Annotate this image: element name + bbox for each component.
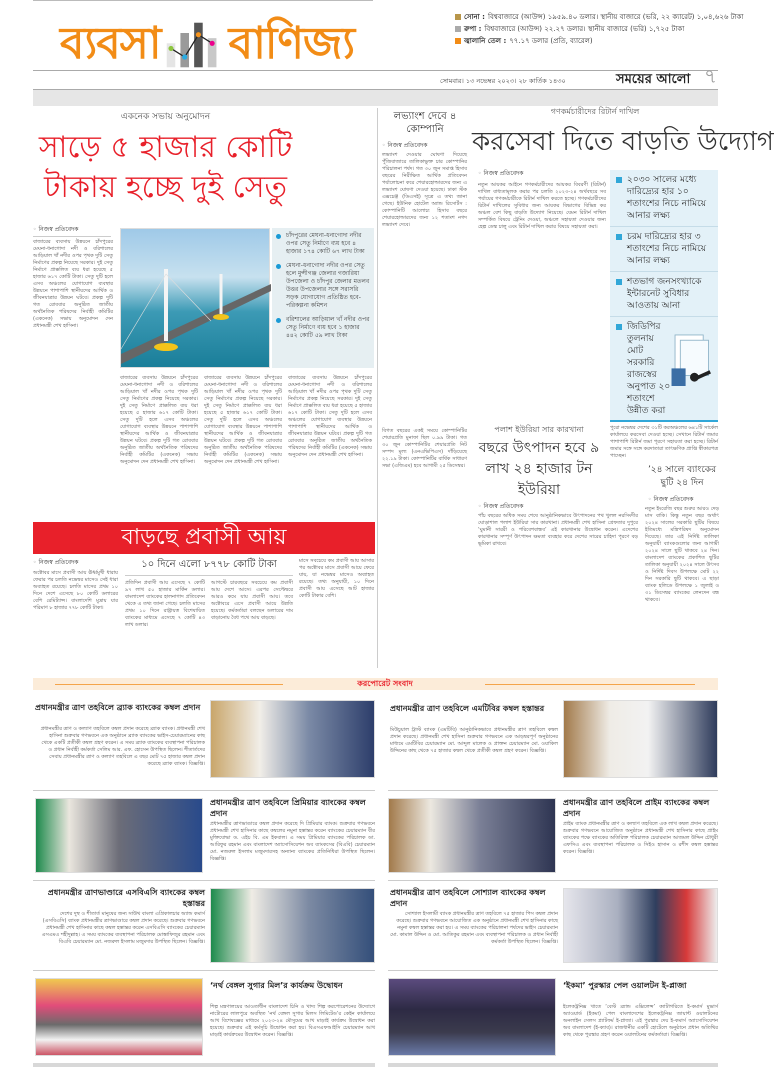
story-premier-body: প্রধানমন্ত্রীর ত্রাণভাণ্ডারে কম্বল প্রদান করেছে দি প্রিমিয়ার ব্যাংক। শুক্রবার গণভবনে প্রধানমন্ত্রী শেখ হাসিনার কাছে কম্বলের নমুনা হস্তান্তর করেন ব্যাংকের চেয়ারম্যান বীর মুক্তিযোদ্ধা ড. এইচ বি. এম ইকবাল। এ সময় প্রিমিয়ার ব্যাংকের পরিচালক ডা. আরিফুর রহমান এবং বাংলাদেশ অ্যাসোসিয়েশন অব ব্যাংকসের (বিএবি) চেয়ারম্যান মো. নজরুল ইসলাম মজুমদারসহ অন্যান্য ব্যাংকের প্রতিনিধিরা উপস্থিত ছিলেন। বিজ্ঞপ্তি। — [210, 821, 375, 862]
ticker-silver: রুপা : বিশ্ববাজারে (আউন্স) ২২.২৭ ডলার। স্থানীয় বাজারে (ভরি) ১,৭২৫ টাকা — [455, 24, 745, 34]
urea-reporter: ◦ নিজস্ব প্রতিবেদক — [478, 503, 603, 511]
lead-body: বাজারের ব্যবসায় উন্নয়নে চাঁদপুরের মেঘনা-ধনাগোদা নদী ও বরিশালের আড়িয়াল খাঁ নদীর ওপর পৃথক দুটি সেতু নির্মাণের প্রকল্প নিয়েছে সরকার। দুই সেতু নির্মাণে প্রাক্কলিত ব্যয় ধরা হয়েছে ৫ হাজার ৬১৭ কোটি টাকা। সেতু দুটি হলে এসব অঞ্চলের যোগাযোগ ব্যবস্থার উন্নয়নে পাশাপাশি স্থানীয়দের আর্থিক ও জীবনযাত্রার উন্নয়ন ঘটবে। প্রকল্প দুটি গত রোববার অনুষ্ঠিত জাতীয় অর্থনৈতিক পরিষদের নির্বাহী কমিটির (একনেক) সভায় অনুমোদন দেন প্রধানমন্ত্রী শেখ হাসিনা। — [33, 239, 113, 329]
goal-item: জিডিপির তুলনায় মোট সরকারি রাজস্বের অনুপাত ২০ শতাংশে উন্নীত করা — [610, 317, 718, 417]
footer-band-left — [33, 1063, 375, 1067]
goal-item: শতভাগ জনসংখ্যাকে ইন্টারনেট সুবিধার আওতায় আনা — [610, 272, 718, 317]
remittance-subhead: ১০ দিনে এলো ৮৭৭৮ কোটি টাকা — [141, 559, 277, 570]
remittance-banner[interactable]: বাড়ছে প্রবাসী আয় — [33, 522, 375, 554]
lead-reporter: ◦ নিজস্ব প্রতিবেদক — [33, 226, 113, 234]
story-mtb-body: মিউচুয়াল ট্রাস্ট ব্যাংক (এমটিবি) আনুষ্ঠানিকভাবে প্রধানমন্ত্রীর ত্রাণ তহবিলে কম্বল প্রদান করেছে। প্রধানমন্ত্রী শেখ হাসিনা শুক্রবার গণভবনে এক আড়ম্বরপূর্ণ অনুষ্ঠানের মাধ্যমে এমটিবির চেয়ারম্যান মো. আব্দুল মালেক ও প্রাক্তন চেয়ারম্যান মো. ওয়াকিল উদ্দিনের কাছ থেকে ৭৫ হাজার কম্বল থেকে প্রতীকী কম্বল গ্রহণ করেন। বিজ্ঞপ্তি। — [390, 727, 558, 754]
tax-documents-calculator-icon — [668, 329, 712, 399]
goal-item: চরম দারিদ্র্যের হার ৩ শতাংশের নিচে নামিয়ে আনার লক্ষ্য — [610, 227, 718, 272]
newspaper-name: সময়ের আলো — [616, 72, 691, 87]
remittance-col1: অক্টোবর মাসে প্রবাসী আয় ঊর্ধ্বমুখী ধারায় ফেরার পর চলতি নভেম্বর মাসেও সেই ধারা অব্যাহত রয়েছে। চলতি মাসের প্রথম ১০ দিনে দেশে এসেছে ৮০ কোটি ডলারের বেশি রেমিট্যান্স। বাংলাদেশি মুদ্রায় যার পরিমাণ ৮ হাজার ৭৭৮ কোটি টাকা। — [33, 570, 118, 611]
holiday-body: নতুন ইংরেজি বছর শুরুর আরও দেড় মাস বাকি। কিন্তু নতুন বছর অর্থাৎ ২০২৪ সালের সরকারি ছুটির বিষয়ে ইতিমধ্যে মন্ত্রিপরিষদ অনুমোদন দিয়েছে। তার এই নির্দিষ্ট তালিকা অনুযায়ী ব্যাংকগুলোর জন্য আগামী ২০২৪ সালে ছুটি থাকবে ২৪ দিন। বাংলাদেশ ব্যাংকের প্রকাশিত ছুটির তালিকা অনুযায়ী ২০২৪ সালে উৎসব ও নির্দিষ্ট দিবস উপলক্ষে মোট ২২ দিন সরকারি ছুটি থাকবে। এ ছাড়া ব্যাংক হলিডে উপলক্ষে ১ জুলাই ও ৩১ ডিসেম্বর ব্যাংকের লেনদেন বন্ধ থাকবে। — [645, 506, 719, 603]
dividend-headline[interactable]: লভ্যাংশ দেবে ৪ কোম্পানি — [393, 111, 457, 135]
urea-body: পাঁচ বছরের অধিক সময় শেষে আনুষ্ঠানিকভাবে উৎপাদনের পথ খুলল নরসিংদীর ঘোড়াশাল পলাশ ইউরিয়া সার কারখানা। প্রধানমন্ত্রী শেখ হাসিনা গ্রেফতার দুপুরে ‘ঘুমানী সাররী ও পরিবেশবান্ধব’ এই কারখানার উদ্বোধন করেন। এদেশের কারখানার সম্পূর্ণ উৎপাদন ক্ষমতা ব্যবহার করে দেশের সারের চাহিদা পূরণে বড় ভূমিকা রাখবে। — [478, 513, 638, 547]
urea-headline[interactable]: বছরে উৎপাদন হবে ৯ লাখ ২৪ হাজার টন ইউরিয়া — [478, 440, 600, 498]
bridge-illustration-icon — [121, 229, 271, 369]
page-number: ৭ — [704, 64, 718, 88]
lead-kicker: একনেক সভায় অনুমোদন — [120, 112, 211, 122]
corporate-rule-left — [55, 684, 283, 685]
lead-body-col2: বাজারের ব্যবসায় উন্নয়নে চাঁদপুরের মেঘনা-ধনাগোদা নদী ও বরিশালের আড়িয়াল খাঁ নদীর ওপর পৃথক দুটি সেতু নির্মাণের প্রকল্প নিয়েছে সরকার। দুই সেতু নির্মাণে প্রাক্কলিত ব্যয় ধরা হয়েছে ৫ হাজার ৬১৭ কোটি টাকা। সেতু দুটি হলে এসব অঞ্চলের যোগাযোগ ব্যবস্থার উন্নয়নে পাশাপাশি স্থানীয়দের আর্থিক ও জীবনযাত্রার উন্নয়ন ঘটবে। প্রকল্প দুটি গত রোববার অনুষ্ঠিত জাতীয় অর্থনৈতিক পরিষদের নির্বাহী কমিটির (একনেক) সভায় অনুমোদন দেন প্রধানমন্ত্রী শেখ হাসিনা। — [120, 375, 198, 465]
ticker-gold: সোনা : বিশ্ববাজারে (আউন্স) ১৯৫৯.৪০ ডলার। স্থানীয় বাজারে (ভরি, ২২ ক্যারেট) ১,০৪,৬২৬ টাকা — [455, 12, 745, 22]
remittance-col2: প্রতিদিন প্রবাসী আয় এসেছে ৭ কোটি ৯৭ লাখ ৫০ হাজার মার্কিন ডলার। বাংলাদেশ ব্যাংকের হালনাগাদ প্রতিবেদন থেকে এ তথ্য জানা গেছে। চলতি মাসের প্রথম ১০ দিনে রাষ্ট্রায়ত্ত বিশেষায়িত ব্যাংকের মাধ্যমে এসেছে ৭ কোটি ৪৩ লাখ ডলার। — [125, 580, 205, 628]
story-sbac-title[interactable]: প্রধানমন্ত্রীর ত্রাণভাণ্ডারে এসবিএসি ব্যাংকের কম্বল হস্তান্তর — [47, 888, 205, 908]
sugar-mill-photo — [35, 978, 203, 1056]
section-logo — [60, 18, 360, 70]
info-box-rule — [610, 420, 718, 422]
top-rule — [33, 0, 373, 1]
bar-chart-logo-icon — [165, 20, 225, 70]
story-prime-body: প্রাইম ব্যাংক প্রধানমন্ত্রীর ত্রাণ ও কল্যাণ তহবিলে এক লাখ কম্বল প্রদান করেছে। শুক্রবার গণভবনে আয়োজিত অনুষ্ঠানে প্রধানমন্ত্রী শেখ হাসিনার কাছে প্রাইম ব্যাংকের পক্ষে ব্যাংকের অতিরিক্ত পরিচালক চেয়ারম্যান আজমল উদ্দিন চৌধুরী এফসিএ এবং ব্যবস্থাপনা পরিচালক ও সিইও হাসান ও রশীদ কম্বল হস্তান্তর করেন। বিজ্ঞপ্তি। — [563, 821, 718, 855]
tax-body: নতুন আয়কর আইনে গণকর্মচারীদের আয়কর বিবরণী (রিটার্ন) দাখিল বাধ্যতামূলক করার পর চলতি ২০২৩-২৪ অর্থবছরে সব পর্যায়ের গণকর্মচারীকে রিটার্ন দাখিল করতে হচ্ছে। গণকর্মচারীদের রিটার্ন দাখিলের সুবিধার জন্য আয়কর বিভাগের বিভিন্ন কর অঞ্চল বেশ কিছু বাড়তি উদ্যোগ নিয়েছে। যেমন রিটার্ন দাখিল সম্পর্কিত বিষয়ে ট্রেনিং দেওয়া, অঞ্চলে সহায়তা দেওয়ার জন্য হেল্প ডেস্ক চালু এবং রিটার্ন দাখিল করার বিষয়ে সহায়তা করা। — [478, 182, 606, 230]
story-social-title[interactable]: প্রধানমন্ত্রীর ত্রাণ তহবিলে সোশ্যাল ব্যাংকের কম্বল প্রদান — [390, 888, 546, 908]
story-sbac-body: দেশের দুস্থ ও শীতার্ত মানুষের জন্য সাউথ বাংলা এগ্রিকালচার অ্যান্ড কমার্স (এসবিএসি) ব্যাংক প্রধানমন্ত্রীর ত্রাণভাণ্ডারে কম্বল প্রদান করেছে। শুক্রবার গণভবনে প্রধানমন্ত্রী শেখ হাসিনার কাছে কম্বল হস্তান্তর করেন এসবিএসি ব্যাংকের চেয়ারম্যান এসএমএ শহীদুল্লাহ। এ সময় ব্যাংকের ব্যবস্থাপনা পরিচালক মোস্তাফিজুর রহমান এবং বিএবি চেয়ারম্যান মো. নজরুল ইসলাম মজুমদার উপস্থিত ছিলেন। বিজ্ঞপ্তি। — [41, 911, 205, 945]
story-prime-title[interactable]: প্রধানমন্ত্রীর ত্রাণ তহবিলে প্রাইম ব্যাংকের কম্বল প্রদান — [563, 798, 710, 818]
holiday-reporter: ◦ নিজস্ব প্রতিবেদক — [648, 496, 718, 504]
mtb-photo — [563, 700, 718, 778]
lead-body-col4: বাজারের ব্যবসায় উন্নয়নে চাঁদপুরের মেঘনা-ধনাগোদা নদী ও বরিশালের আড়িয়াল খাঁ নদীর ওপর পৃথক দুটি সেতু নির্মাণের প্রকল্প নিয়েছে সরকার। দুই সেতু নির্মাণে প্রাক্কলিত ব্যয় ধরা হয়েছে ৫ হাজার ৬১৭ কোটি টাকা। সেতু দুটি হলে এসব অঞ্চলের যোগাযোগ ব্যবস্থার উন্নয়নে পাশাপাশি স্থানীয়দের আর্থিক ও জীবনযাত্রার উন্নয়ন ঘটবে। প্রকল্প দুটি গত রোববার অনুষ্ঠিত জাতীয় অর্থনৈতিক পরিষদের নির্বাহী কমিটির (একনেক) সভায় অনুমোদন দেন প্রধানমন্ত্রী শেখ হাসিনা। — [288, 375, 372, 458]
ticker-oil: জ্বালানি তেল : ৭৭.১৭ ডলার (প্রতি, ব্যারেল) — [455, 36, 745, 46]
timeline-item: মেঘনা-ধনাগোদা নদীর ওপর সেতু হলে মুন্সীগঞ্জ জেলার গজারিয়া উপজেলা ও চাঁদপুর জেলার মতলব উত্তর উপজেলার সঙ্গে সরাসরি সড়ক যোগাযোগ প্রতিষ্ঠিত হবে-পরিকল্পনা কমিশন — [286, 262, 370, 309]
masthead-band — [33, 90, 718, 106]
dateline: সোমবার। ১৩ নভেম্বর ২০২৩। ২৮ কার্তিক ১৪৩০ — [440, 77, 566, 85]
commodity-ticker — [455, 12, 745, 52]
gold-swatch-icon — [455, 14, 461, 20]
story-sugar-body: শিল্প মন্ত্রণালয়ের আওতাধীন বাংলাদেশ চিনি ও খাদ্য শিল্প করপোরেশনের উদ্যোগে নাটোরের লালপুরে অবস্থিত ‘নর্থ বেঙ্গল সুগার মিলস লিমিটেড’র কেইন কার্যালয়ে আখ বিশেষজ্ঞের মাধ্যমে ২০২৩-২৪ মৌসুমের আখ মাড়াই কার্যক্রম উদ্বোধন করা হয়েছে। শুক্রবার এই কর্মসূচি উদ্বোধন করা হয়। বিএসএফআইসি চেয়ারম্যান আখ মাড়াই কার্যক্রমের উদ্বোধন করেন। বিজ্ঞপ্তি। — [210, 1004, 375, 1038]
rule — [33, 236, 111, 237]
story-separator — [33, 790, 375, 791]
bullet-icon — [616, 234, 622, 240]
bridge-photo — [120, 228, 270, 368]
corporate-rule-right — [485, 684, 695, 685]
tax-body-cont: পুরো নভেম্বর দেশের ৩১টি করঅঞ্চলের ৬৪১টি সার্কেল কার্যালয়ে করসেবা দেওয়া হচ্ছে। সেখানে রিটার্ন জমার পাশাপাশি রিটার্ন জমা পূরণে সহায়তা করা হচ্ছে। রিটার্ন জমার সঙ্গে সঙ্গে করদাতারা তাৎক্ষণিক প্রাপ্তি স্বীকারপত্র পাচ্ছেন। — [610, 425, 718, 459]
story-sugar-title[interactable]: ‘নর্থ বেঙ্গল সুগার মিল’র কার্যক্রম উদ্বোধন — [210, 981, 343, 990]
goal-item: ২০৩০ সালের মধ্যে দারিদ্র্যের হার ১০ শতাংশের নিচে নামিয়ে আনার লক্ষ্য — [610, 170, 718, 227]
rule — [125, 575, 293, 576]
tax-reporter: ◦ নিজস্ব প্রতিবেদক — [478, 170, 603, 178]
story-brac-title[interactable]: প্রধানমন্ত্রীর ত্রাণ তহবিলে ব্র্যাক ব্যাংকের কম্বল প্রদান — [35, 703, 201, 712]
story-separator — [33, 970, 375, 971]
timeline-item: চাঁদপুরের মেঘনা-ধনাগোদা নদীর ওপর সেতু নির্মাণে ব্যয় হবে ৪ হাজার ১৭৪ কোটি ৬৭ লাখ টাকা — [286, 232, 370, 256]
logo-word-right: বাণিজ্য — [228, 18, 355, 69]
lead-body-col3: বাজারের ব্যবসায় উন্নয়নে চাঁদপুরের মেঘনা-ধনাগোদা নদী ও বরিশালের আড়িয়াল খাঁ নদীর ওপর পৃথক দুটি সেতু নির্মাণের প্রকল্প নিয়েছে সরকার। দুই সেতু নির্মাণে প্রাক্কলিত ব্যয় ধরা হয়েছে ৫ হাজার ৬১৭ কোটি টাকা। সেতু দুটি হলে এসব অঞ্চলের যোগাযোগ ব্যবস্থার উন্নয়নে পাশাপাশি স্থানীয়দের আর্থিক ও জীবনযাত্রার উন্নয়ন ঘটবে। প্রকল্প দুটি গত রোববার অনুষ্ঠিত জাতীয় অর্থনৈতিক পরিষদের নির্বাহী কমিটির (একনেক) সভায় অনুমোদন দেন প্রধানমন্ত্রী শেখ হাসিনা। — [204, 375, 282, 465]
story-mtb-title[interactable]: প্রধানমন্ত্রীর ত্রাণ তহবিলে এমটিবির কম্বল হস্তান্তর — [390, 704, 545, 713]
ecma-award-photo — [388, 978, 556, 1056]
bullet-icon — [616, 324, 622, 330]
prime-photo — [388, 798, 556, 873]
dividend-reporter: ◦ নিজস্ব প্রতিবেদক — [382, 142, 467, 150]
footer-band-right — [388, 1063, 718, 1067]
bullet-icon — [616, 279, 622, 285]
urea-kicker: পলাশ ইউরিয়া সার কারখানা — [494, 425, 584, 434]
premier-photo — [35, 798, 203, 873]
tax-goals-box — [610, 170, 718, 420]
sbac-photo — [210, 888, 375, 963]
social-photo — [563, 888, 718, 963]
remittance-col3: আগস্টে চারবছরে সবচেয়ে কম প্রবাসী আয় দেশে আসে। এরপর সেপ্টেম্বরে আরও কমে যায় প্রবাসী আয়। তবে অক্টোবরে এসে প্রবাসী আয়ে উন্নতি হয়েছে। কর্মকর্তারা বলছেন ডলারের দাম বাড়ানোয় বৈধ পথে আয় বাড়ছে। — [211, 580, 293, 621]
dividend-body: লভ্যাংশ দেওয়ার ঘোষণা দিয়েছে পুঁজিবাজারে তালিকাভুক্ত চার কোম্পানির পরিচালনা পর্ষদ। গত ৩০ জুন সমাপ্ত হিসাব বছরের নিরীক্ষিত আর্থিক প্রতিবেদন পর্যালোচনা করে শেয়ারহোল্ডারদের জন্য এ লভ্যাংশ ঘোষণা দেওয়া হয়েছে। ঢাকা স্টক এক্সচেঞ্জ (ডিএসই) সূত্রে এ তথ্য জানা গেছে। ইউনিক হোটেল অ্যান্ড রিসোর্টস : কোম্পানিটি আলোচ্য হিসাব বছরে শেয়ারহোল্ডারদের জন্য ১২ শতাংশ নগদ লভ্যাংশ দেবে। — [382, 152, 467, 228]
tax-kicker: গণকর্মচারীদের রিটার্ন দাখিল — [550, 107, 640, 116]
dividend-body-cont: বিগত বছরের একই সময়ে কোম্পানিটির শেয়ারপ্রতি মুনাফা ছিল ০.৯৯ টাকা। গত ৩০ জুন কোম্পানিটির শেয়ারপ্রতি নিট সম্পদ মূল্য (এনএভিপিএস) দাঁড়িয়েছে ২২.১৯ টাকা। কোম্পানিটির বার্ষিক সাধারণ সভা (এজিএম) হবে আগামী ২৫ ডিসেম্বর। — [382, 428, 467, 469]
lead-headline[interactable]: সাড়ে ৫ হাজার কোটি টাকায় হচ্ছে দুই সেতু — [38, 130, 293, 205]
remittance-reporter: ◦ নিজস্ব প্রতিবেদক — [33, 559, 118, 567]
story-separator — [33, 880, 375, 881]
story-social-body: সোশ্যাল ইসলামী ব্যাংক প্রধানমন্ত্রীর ত্রাণ তহবিলে ৭৫ হাজার পিস কম্বল প্রদান করেছে। শুক্রবার গণভবনে আয়োজিত এক অনুষ্ঠানে প্রধানমন্ত্রী শেখ হাসিনার কাছে নমুনা কম্বল হস্তান্তর করা হয়। এ সময় ব্যাংকের পরিচালনা পর্ষদের ভাইস চেয়ারম্যান মো. কামাল উদ্দিন ও মো. আতিকুর রহমান এবং ব্যবস্থাপনা পরিচালক ও প্রধান নির্বাহী কর্মকর্তা উপস্থিত ছিলেন। বিজ্ঞপ্তি। — [390, 911, 558, 945]
remittance-col4: মাসে সবচেয়ে কম প্রবাসী আয় আসার পর অক্টোবর মাসে প্রবাসী আয়ে ফেরে যায়, যা নভেম্বর মাসেও অব্যাহত রয়েছে। তথ্য অনুযায়ী, ১০ দিনে প্রবাসী আয় এসেছে আট হাজার কোটি টাকার বেশি। — [299, 558, 374, 599]
lead-fact-timeline — [272, 228, 374, 368]
brac-photo — [210, 700, 375, 778]
oil-swatch-icon — [455, 38, 461, 44]
story-separator — [388, 970, 718, 971]
story-premier-title[interactable]: প্রধানমন্ত্রীর ত্রাণ তহবিলে প্রিমিয়ার ব্যাংকের কম্বল প্রদান — [210, 798, 366, 818]
story-ecma-title[interactable]: ‘ইকমা’ পুরস্কার পেল ওয়ালটন ই-প্লাজা — [563, 981, 687, 990]
logo-word-left: ব্যবসা — [60, 18, 161, 69]
corporate-section-title: করপোরেট সংবাদ — [357, 679, 413, 688]
tax-headline[interactable]: করসেবা দিতে বাড়তি উদ্যোগ — [472, 127, 774, 157]
silver-swatch-icon — [455, 26, 461, 32]
bullet-icon — [616, 177, 622, 183]
story-separator — [388, 880, 718, 881]
holiday-headline[interactable]: ’২৪ সালে ব্যাংকের ছুটি ২৪ দিন — [647, 465, 717, 488]
timeline-item: বরিশালের আড়িয়াল খাঁ নদীর ওপর সেতু নির্মাণে ব্যয় হবে ১ হাজার ৪৪২ কোটি ৫৯ লাখ টাকা — [286, 316, 370, 339]
story-ecma-body: ইলেকট্রনিক্স খাতে ‘বেস্ট ব্র্যান্ড এক্সিলেন্স’ ক্যাটাগরিতে ই-কমার্স মুভার্স অ্যাওয়ার্ড (ইকমা) পেল বাংলাদেশের ইলেকট্রনিক্স জায়ান্ট ওয়ালটনের অনলাইন সেলস প্ল্যাটফর্ম ই-প্লাজা। এই পুরস্কার দেয় ই-কমার্স অ্যাসোসিয়েশন অব বাংলাদেশ (ই-ক্যাব)। রাজধানীর একটি হোটেলে অনুষ্ঠানে প্রধান অতিথির কাছ থেকে পুরস্কার গ্রহণ করেন ওয়ালটনের কর্মকর্তারা। বিজ্ঞপ্তি। — [563, 1004, 718, 1038]
column-divider — [377, 108, 378, 668]
story-brac-body: প্রধানমন্ত্রীর ত্রাণ ও কল্যাণ তহবিলে কম্বল প্রদান করেছে ব্র্যাক ব্যাংক। প্রধানমন্ত্রী শেখ হাসিনা শুক্রবার গণভবনে এক অনুষ্ঠানে ব্র্যাক ব্যাংকের ভাইস-চেয়ারম্যানের কাছ থেকে একটি প্রতীকী কম্বল গ্রহণ করেন। এ সময় ব্র্যাক ব্যাংকের ব্যবস্থাপনা পরিচালক ও প্রধান নির্বাহী কর্মকর্তা সেলিম আর. এফ. হোসেন উপস্থিত ছিলেন। শীতার্তদের সেবায় প্রধানমন্ত্রীর ত্রাণ ও কল্যাণ তহবিলে এ বছর মোট ৭৫ হাজার কম্বল প্রদান করেছে ব্র্যাক ব্যাংক। বিজ্ঞপ্তি। — [40, 726, 205, 767]
story-separator — [388, 790, 718, 791]
